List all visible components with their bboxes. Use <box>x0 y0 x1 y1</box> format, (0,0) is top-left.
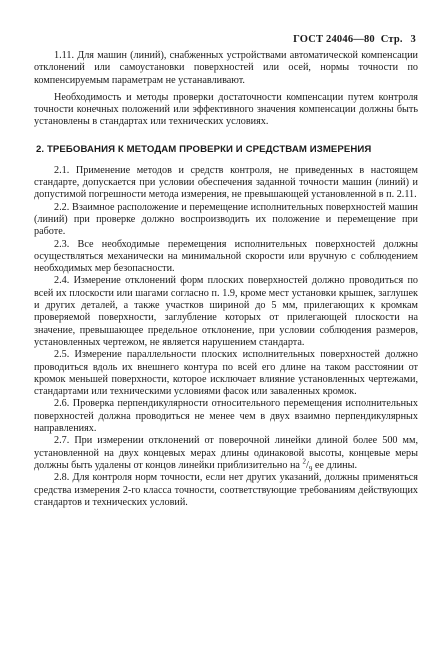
paragraph-2-2: 2.2. Взаимное расположение и перемещение исполнительных поверхностей машин (линий) при проверке должно воспроизводить их положение и перемещение при работе. <box>34 201 418 238</box>
paragraph-1-11: 1.11. Для машин (линий), снабженных устройствами автоматической компенсации отклонений или самоустановки поверхностей или осей, нормы точности по компенсируемым параметрам не устанавливают. <box>34 50 418 86</box>
paragraph-2-7: 2.7. При измерении отклонений от поверочной линейки длиной более 500 мм, установленной на двух концевых мерах длины одинаковой высоты, концевые меры должны быть удалены от концов линейки приблизительно на $^2/_9$ ее длины. <box>34 435 418 473</box>
paragraph-2-8: 2.8. Для контроля норм точности, если нет других указаний, должны применяться средства измерения 2-го класса точности, соответствующие требованиям действующих стандартов и технических условий. <box>34 472 418 508</box>
paragraph-2-3: 2.3. Все необходимые перемещения исполнительных поверхностей должны осуществляться механически на минимальной скорости или вручную с соблюдением необходимых мер безопасности. <box>34 238 418 275</box>
paragraph-2-7-start: 2.7. При измерении отклонений от поверочной линейки длиной более 500 мм, установленной на двух концевых мерах длины одинаковой высоты, концевые меры должны быть удалены от концов линейки приблизительно на <box>34 435 418 471</box>
paragraph-2-5: 2.5. Измерение параллельности плоских исполнительных поверхностей должно проводиться вдоль их внешнего контура по всей его длине на таком расстоянии от кромок меньшей поверхности, которое исключает влияние установленных чертежами, стандартами или техническими условиями фасок или заваленных кромок. <box>34 349 418 398</box>
page-header <box>290 34 416 45</box>
fraction-denominator: 9 <box>308 464 313 473</box>
paragraph-compensation: Необходимость и методы проверки достаточности компенсации путем контроля точности конечных положений или эффективного значения компенсации должны быть установлены в стандартах или технических условиях. <box>34 91 418 128</box>
paragraph-2-7-end: ее длины. <box>312 459 358 471</box>
paragraph-2-4: 2.4. Измерение отклонений форм плоских поверхностей должно проводиться по всей их плоскости или шагами согласно п. 1.9, кроме мест установки крышек, заглушек и других деталей, а также участков шириной до 5 мм, прилегающих к кромкам проверяемой поверхности, заглубление которых от прилегающей плоскости на значение, превышающее предельное отклонение, при условии соблюдения размеров, установленных чертежом, не является нарушением стандарта. <box>34 275 418 348</box>
paragraph-2-6: 2.6. Проверка перпендикулярности относительного перемещения исполнительных поверхностей должна проводиться не менее чем в двух взаимно перпендикулярных направлениях. <box>34 398 418 435</box>
standard-number: ГОСТ 24046—80 <box>293 34 375 45</box>
page-label: Стр. <box>380 34 403 45</box>
section-2-title: 2. ТРЕБОВАНИЯ К МЕТОДАМ ПРОВЕРКИ И СРЕДСТВАМ ИЗМЕРЕНИЯ <box>36 143 372 155</box>
page-number: 3 <box>410 34 416 45</box>
document-body <box>34 50 418 509</box>
paragraph-2-1: 2.1. Применение методов и средств контроля, не приведенных в настоящем стандарте, допускается при условии обеспечения заданной точности машин (линий) и допустимой погрешности метода измерения, не превышающей установленной в п. 2.11. <box>34 164 418 201</box>
fraction-numerator: 2 <box>302 457 306 466</box>
